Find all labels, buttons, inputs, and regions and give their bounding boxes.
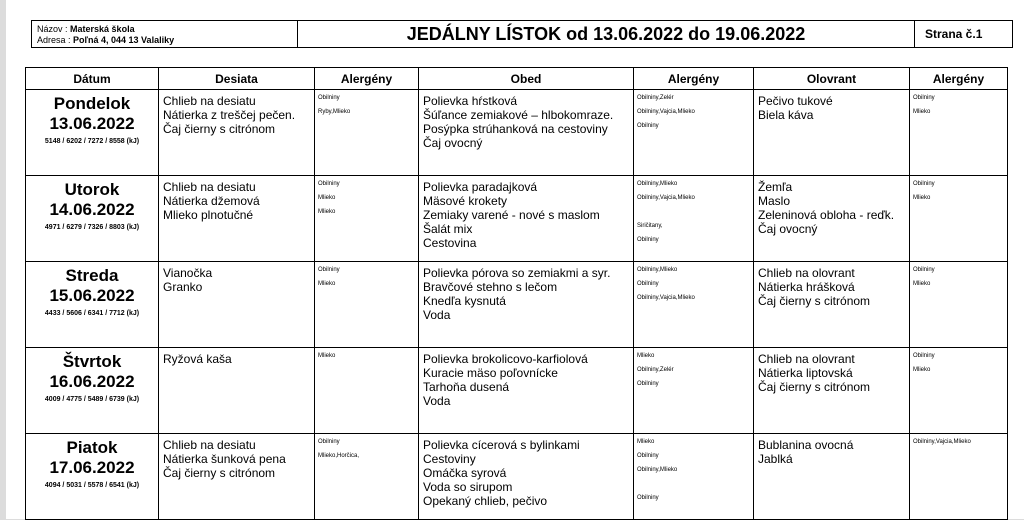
day-row bbox=[26, 434, 1008, 520]
desiata-item: Chlieb na desiatu bbox=[163, 94, 256, 108]
olovrant-item: Biela káva bbox=[758, 108, 814, 122]
obed-allergens-cell bbox=[634, 262, 754, 348]
desiata-item: Mlieko plnotučné bbox=[163, 208, 254, 222]
day-date: 16.06.2022 bbox=[49, 372, 135, 391]
olovrant-item: Jablká bbox=[758, 452, 793, 466]
col-desiata-alergeny: Alergény bbox=[315, 68, 419, 90]
olovrant-item: Nátierka liptovská bbox=[758, 366, 853, 380]
day-row bbox=[26, 348, 1008, 434]
desiata-item: Granko bbox=[163, 280, 203, 294]
olovrant-cell bbox=[754, 348, 910, 434]
col-obed-alergeny: Alergény bbox=[634, 68, 754, 90]
allergen-text: Obilniny bbox=[913, 95, 935, 101]
day-energy: 4971 / 6279 / 7326 / 8803 (kJ) bbox=[44, 224, 140, 231]
day-name: Streda bbox=[65, 266, 119, 285]
obed-item: Knedľa kysnutá bbox=[423, 294, 506, 308]
desiata-item: Chlieb na desiatu bbox=[163, 438, 256, 452]
allergen-text bbox=[637, 391, 753, 405]
obed-item: Omáčka syrová bbox=[423, 466, 507, 480]
allergen-text: Obilniny bbox=[318, 95, 340, 101]
day-date: 13.06.2022 bbox=[49, 114, 135, 133]
allergen-text: Obilniny bbox=[637, 453, 659, 459]
olovrant-allergens-cell bbox=[910, 434, 1008, 520]
allergen-text bbox=[318, 119, 418, 133]
allergen-text: Mlieko bbox=[318, 353, 336, 359]
olovrant-item: Čaj čierny s citrónom bbox=[758, 380, 871, 394]
allergen-text: Obilniny bbox=[318, 267, 340, 273]
allergen-text: Mlieko bbox=[318, 281, 336, 287]
allergen-text: Obilniny,Mlieko bbox=[637, 267, 678, 273]
day-name: Štvrtok bbox=[62, 352, 122, 371]
olovrant-item: Zeleninová obloha - reďk. bbox=[758, 208, 895, 222]
olovrant-item: Pečivo tukové bbox=[758, 94, 833, 108]
day-date: 14.06.2022 bbox=[49, 200, 135, 219]
page-number: Strana č.1 bbox=[925, 27, 983, 41]
allergen-text bbox=[637, 305, 753, 319]
olovrant-item: Maslo bbox=[758, 194, 791, 208]
obed-allergens-cell bbox=[634, 176, 754, 262]
obed-item: Voda so sirupom bbox=[423, 480, 513, 494]
obed-item: Polievka cícerová s bylinkami bbox=[423, 438, 580, 452]
document-title: JEDÁLNY LÍSTOK od 13.06.2022 do 19.06.2022 bbox=[298, 21, 915, 47]
col-obed: Obed bbox=[419, 68, 634, 90]
allergen-text bbox=[318, 463, 418, 477]
olovrant-cell bbox=[754, 262, 910, 348]
obed-cell bbox=[419, 348, 634, 434]
day-date: 15.06.2022 bbox=[49, 286, 135, 305]
allergen-text: Obilniny bbox=[318, 181, 340, 187]
desiata-allergens-cell bbox=[315, 348, 419, 434]
day-energy: 4094 / 5031 / 5578 / 6541 (kJ) bbox=[44, 482, 140, 489]
obed-item: Polievka pórova so zemiakmi a syr. bbox=[423, 266, 611, 280]
obed-item: Mäsové krokety bbox=[423, 194, 508, 208]
obed-item: Opekaný chlieb, pečivo bbox=[423, 494, 548, 508]
document-header bbox=[31, 20, 1013, 48]
obed-cell bbox=[419, 434, 634, 520]
obed-item: Cestovina bbox=[423, 236, 477, 250]
allergen-text bbox=[913, 377, 1007, 391]
olovrant-item: Žemľa bbox=[758, 180, 793, 194]
allergen-text: Mlieko bbox=[318, 209, 336, 215]
desiata-cell bbox=[159, 90, 315, 176]
institution-info bbox=[32, 21, 298, 47]
allergen-text bbox=[913, 449, 1007, 463]
desiata-item: Čaj čierny s citrónom bbox=[163, 122, 276, 136]
desiata-item: Nátierka z treščej pečen. bbox=[163, 108, 296, 122]
allergen-text: Obilniny,Vajcia,Mlieko bbox=[637, 295, 695, 301]
allergen-text bbox=[637, 477, 753, 491]
allergen-text: Obilniny,Vajcia,Mlieko bbox=[913, 439, 971, 445]
obed-item: Tarhoňa dusená bbox=[423, 380, 510, 394]
obed-item: Zemiaky varené - nové s maslom bbox=[423, 208, 600, 222]
desiata-cell bbox=[159, 176, 315, 262]
olovrant-cell bbox=[754, 90, 910, 176]
allergen-text: Obilniny,Mlieko bbox=[637, 467, 678, 473]
obed-item: Polievka hŕstková bbox=[423, 94, 518, 108]
day-date: 17.06.2022 bbox=[49, 458, 135, 477]
desiata-allergens-cell bbox=[315, 176, 419, 262]
address-value: Poľná 4, 044 13 Valaliky bbox=[73, 35, 175, 45]
day-energy: 4009 / 4775 / 5489 / 6739 (kJ) bbox=[44, 396, 140, 403]
allergen-text: Obilniny bbox=[637, 281, 659, 287]
allergen-text: Mlieko,Horčica, bbox=[318, 453, 360, 459]
olovrant-allergens-cell bbox=[910, 176, 1008, 262]
olovrant-allergens-cell bbox=[910, 348, 1008, 434]
day-name: Utorok bbox=[64, 180, 120, 199]
obed-item: Šalát mix bbox=[423, 222, 473, 236]
allergen-text: Siričitany, bbox=[637, 223, 663, 229]
obed-cell bbox=[419, 176, 634, 262]
desiata-cell bbox=[159, 434, 315, 520]
menu-table bbox=[25, 67, 1008, 520]
allergen-text: Mlieko bbox=[913, 367, 931, 373]
olovrant-cell bbox=[754, 434, 910, 520]
date-cell bbox=[26, 176, 159, 262]
obed-item: Šúľance zemiakové – hlbokomraze. bbox=[423, 108, 614, 122]
col-olovrant-alergeny: Alergény bbox=[910, 68, 1008, 90]
obed-item: Cestoviny bbox=[423, 452, 476, 466]
olovrant-item: Čaj čierny s citrónom bbox=[758, 294, 871, 308]
allergen-text: Obilniny,Vajcia,Mlieko bbox=[637, 109, 695, 115]
allergen-text: Mlieko bbox=[913, 109, 931, 115]
desiata-allergens-cell bbox=[315, 90, 419, 176]
date-cell bbox=[26, 90, 159, 176]
desiata-item: Nátierka šunková pena bbox=[163, 452, 286, 466]
allergen-text: Obilniny bbox=[913, 353, 935, 359]
allergen-text: Obilniny bbox=[637, 495, 659, 501]
obed-item: Voda bbox=[423, 308, 451, 322]
desiata-cell bbox=[159, 262, 315, 348]
allergen-text: Obilniny bbox=[637, 123, 659, 129]
obed-item: Polievka paradajková bbox=[423, 180, 538, 194]
allergen-text: Obilniny,Zelér bbox=[637, 95, 674, 101]
obed-item: Kuracie mäso poľovnícke bbox=[423, 366, 558, 380]
obed-cell bbox=[419, 90, 634, 176]
date-cell bbox=[26, 434, 159, 520]
olovrant-allergens-cell bbox=[910, 90, 1008, 176]
allergen-text bbox=[913, 219, 1007, 233]
col-desiata: Desiata bbox=[159, 68, 315, 90]
obed-cell bbox=[419, 262, 634, 348]
obed-allergens-cell bbox=[634, 348, 754, 434]
obed-item: Posýpka strúhanková na cestoviny bbox=[423, 122, 608, 136]
day-name: Piatok bbox=[66, 438, 118, 457]
allergen-text: Obilniny bbox=[637, 237, 659, 243]
allergen-text bbox=[637, 133, 753, 147]
olovrant-item: Čaj ovocný bbox=[758, 222, 818, 236]
header-row bbox=[26, 68, 1008, 90]
day-energy: 5148 / 6202 / 7272 / 8558 (kJ) bbox=[44, 138, 140, 145]
allergen-text bbox=[913, 205, 1007, 219]
allergen-text: Obilniny bbox=[637, 381, 659, 387]
desiata-cell bbox=[159, 348, 315, 434]
olovrant-item: Bublanina ovocná bbox=[758, 438, 854, 452]
name-label: Názov : bbox=[37, 24, 68, 34]
desiata-item: Ryžová kaša bbox=[163, 352, 232, 366]
allergen-text: Obilniny,Vajcia,Mlieko bbox=[637, 195, 695, 201]
allergen-text: Mlieko bbox=[637, 439, 655, 445]
obed-item: Bravčové stehno s lečom bbox=[423, 280, 558, 294]
day-row bbox=[26, 262, 1008, 348]
date-cell bbox=[26, 348, 159, 434]
obed-allergens-cell bbox=[634, 90, 754, 176]
desiata-item: Vianočka bbox=[163, 266, 213, 280]
allergen-text: Obilniny bbox=[913, 267, 935, 273]
allergen-text: Mlieko bbox=[913, 195, 931, 201]
name-value: Materská škola bbox=[70, 24, 135, 34]
desiata-item: Čaj čierny s citrónom bbox=[163, 466, 276, 480]
allergen-text: Obilniny bbox=[913, 181, 935, 187]
allergen-text: Mlieko bbox=[637, 353, 655, 359]
allergen-text bbox=[913, 291, 1007, 305]
date-cell bbox=[26, 262, 159, 348]
desiata-item: Chlieb na desiatu bbox=[163, 180, 256, 194]
day-name: Pondelok bbox=[53, 94, 131, 113]
allergen-text: Mlieko bbox=[318, 195, 336, 201]
olovrant-item: Chlieb na olovrant bbox=[758, 266, 855, 280]
day-energy: 4433 / 5606 / 6341 / 7712 (kJ) bbox=[44, 310, 140, 317]
day-row bbox=[26, 90, 1008, 176]
desiata-allergens-cell bbox=[315, 262, 419, 348]
olovrant-item: Nátierka hrášková bbox=[758, 280, 855, 294]
olovrant-allergens-cell bbox=[910, 262, 1008, 348]
olovrant-item: Chlieb na olovrant bbox=[758, 352, 855, 366]
desiata-item: Nátierka džemová bbox=[163, 194, 260, 208]
desiata-allergens-cell bbox=[315, 434, 419, 520]
address-label: Adresa : bbox=[37, 35, 71, 45]
allergen-text bbox=[637, 205, 753, 219]
obed-item: Polievka brokolicovo-karfiolová bbox=[423, 352, 588, 366]
col-datum: Dátum bbox=[26, 68, 159, 90]
olovrant-cell bbox=[754, 176, 910, 262]
allergen-text: Mlieko bbox=[913, 281, 931, 287]
obed-allergens-cell bbox=[634, 434, 754, 520]
allergen-text: Obilniny,Zelér bbox=[637, 367, 674, 373]
obed-item: Voda bbox=[423, 394, 451, 408]
allergen-text: Obilniny bbox=[318, 439, 340, 445]
allergen-text: Obilniny,Mlieko bbox=[637, 181, 678, 187]
allergen-text: Ryby,Mlieko bbox=[318, 109, 351, 115]
obed-item: Čaj ovocný bbox=[423, 136, 483, 150]
col-olovrant: Olovrant bbox=[754, 68, 910, 90]
day-row bbox=[26, 176, 1008, 262]
